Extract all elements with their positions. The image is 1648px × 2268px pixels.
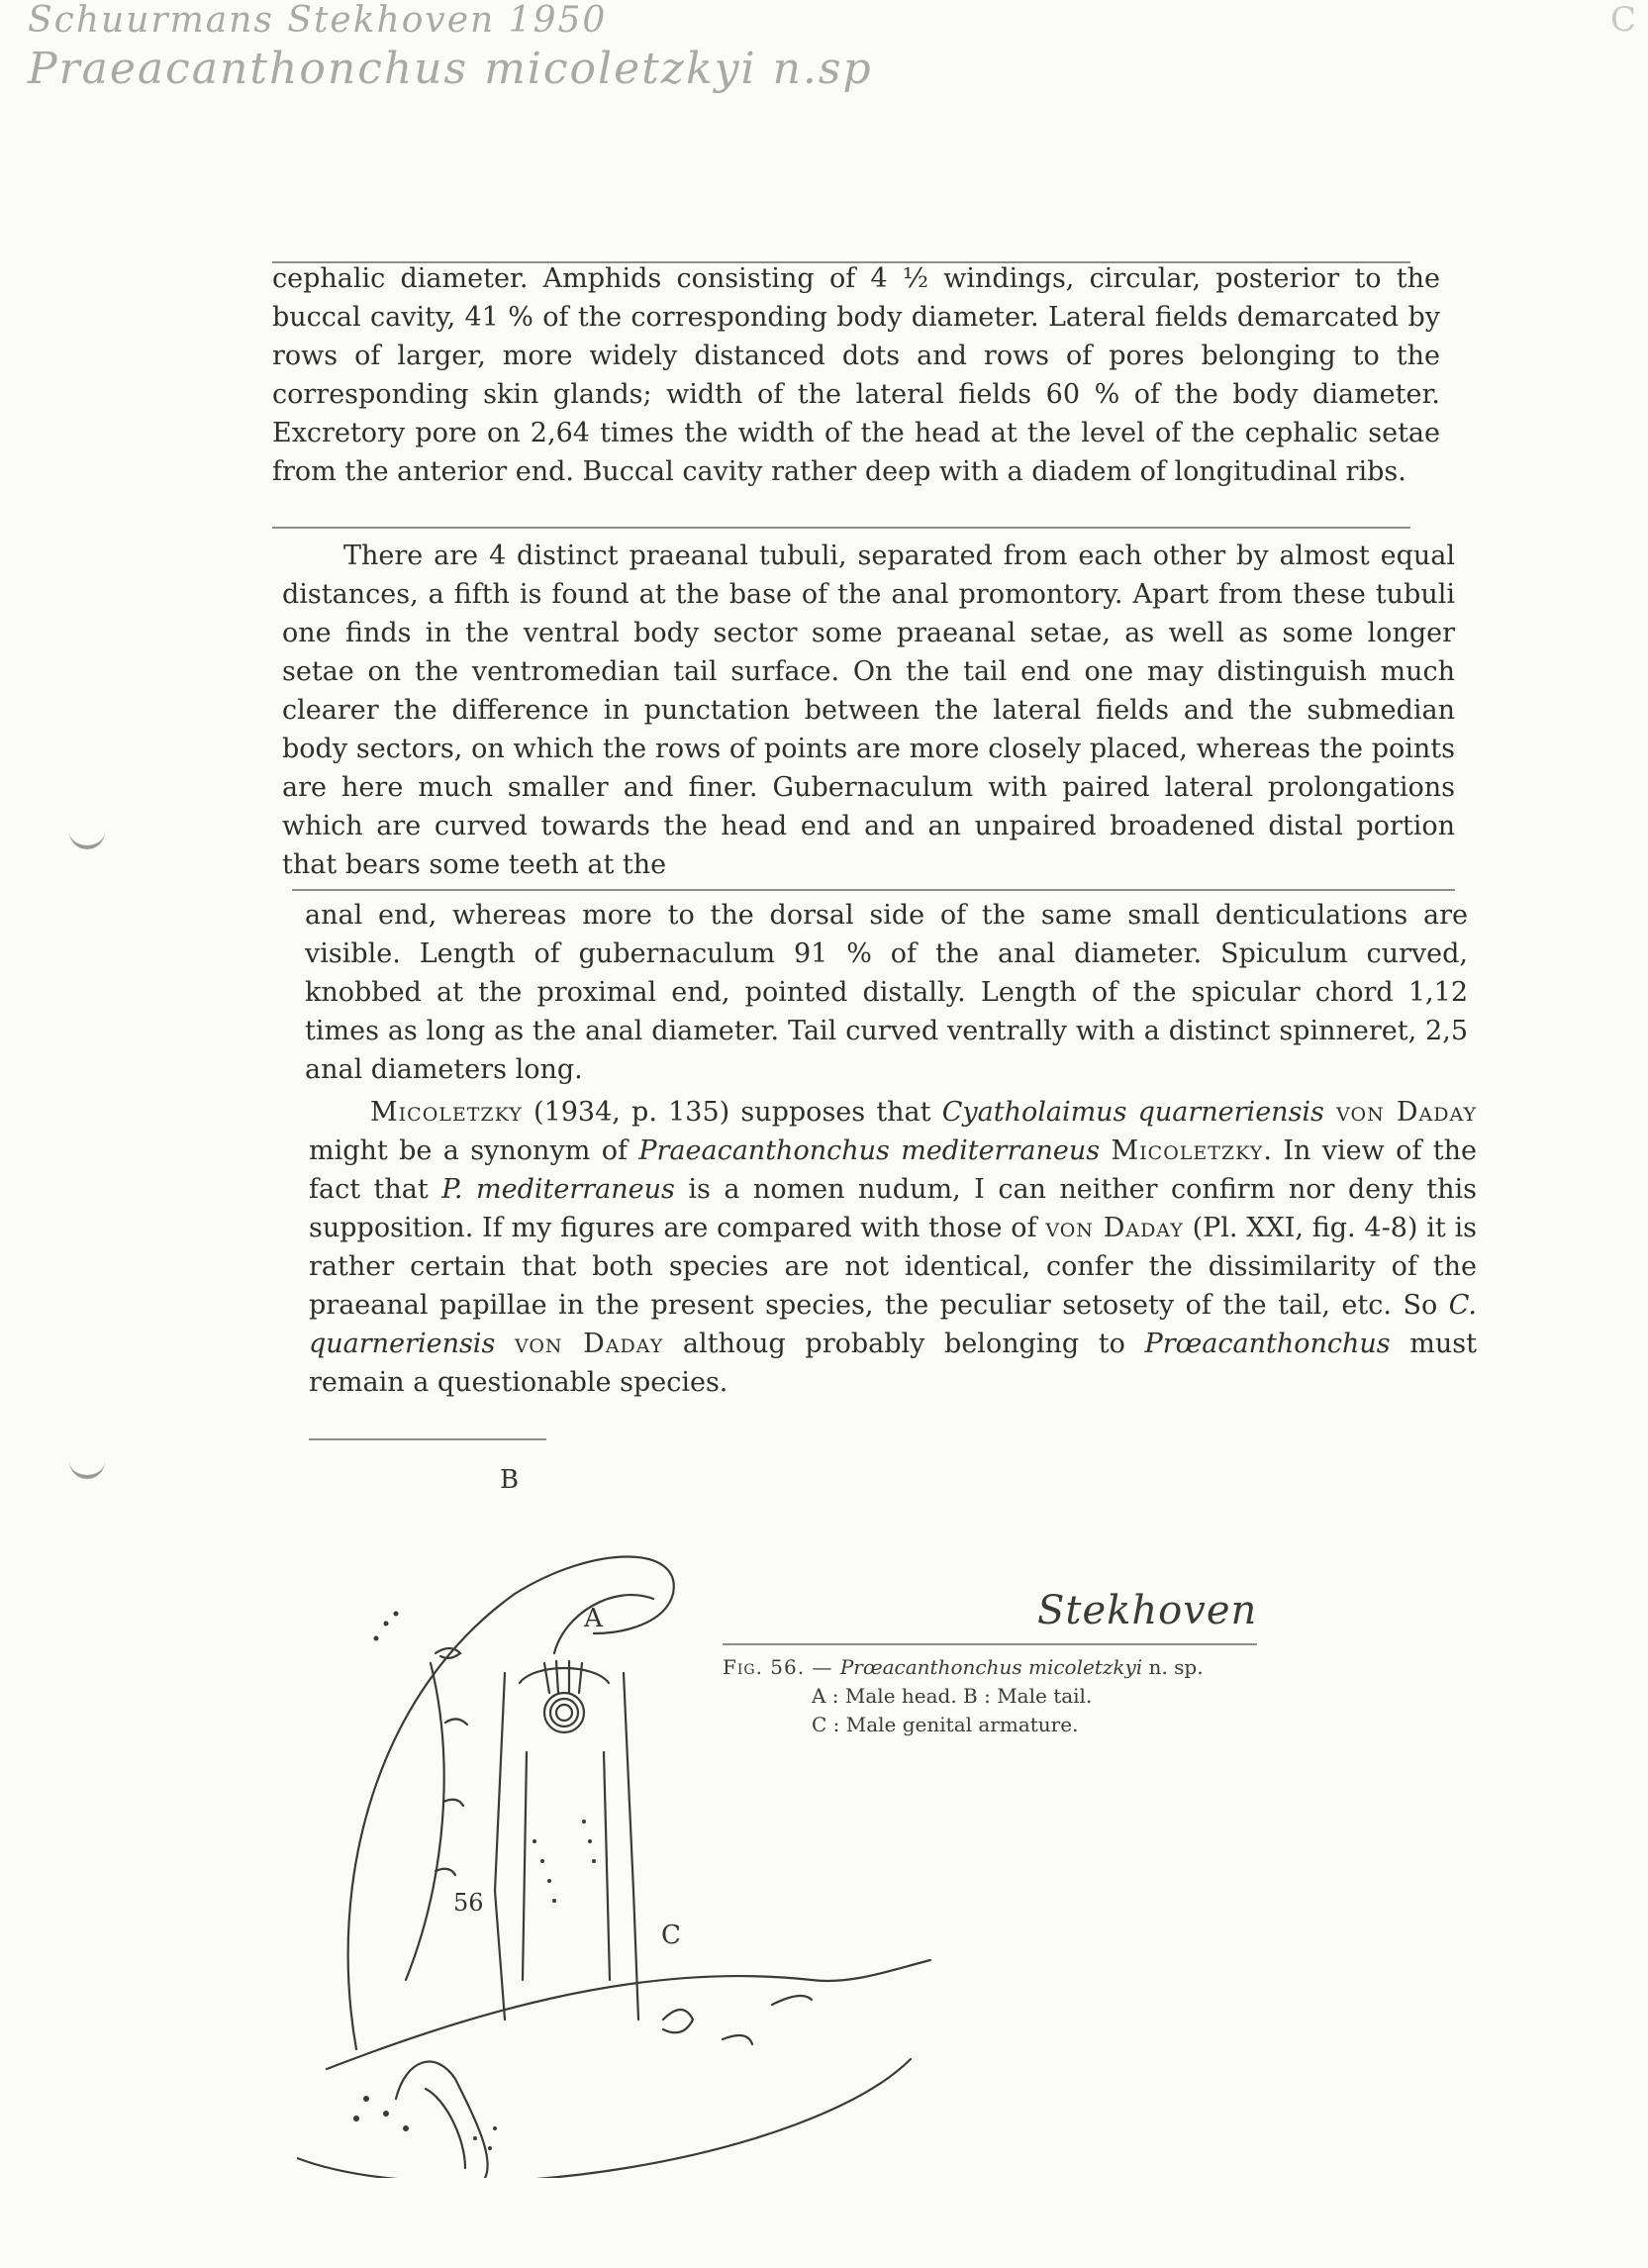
caption-line-3: C : Male genital armature.	[812, 1713, 1079, 1736]
paragraph-3-text: anal end, whereas more to the dorsal side of the same small denticulations are visible. Length of gubernaculum 91 % of the anal diameter. Spiculum curved, knobbed at the proximal end, pointed distally. Length of the spicular chord 1,12 times as long as the anal diameter. Tail curved ventrally with a distinct spinneret, 2,5 anal diameters long.	[305, 900, 1468, 1085]
corner-mark: C	[1609, 0, 1636, 40]
author-daday: von Daday	[1045, 1213, 1184, 1243]
paragraph-2-text: There are 4 distinct praeanal tubuli, separated from each other by almost equal distances, a fifth is found at the base of the anal promontory. Apart from these tubuli one finds in the ventral body sector some praeanal setae, as well as some longer setae on the ventromedian tail surface. On the tail end one may distinguish much clearer the difference in punctation between the lateral fields and the submedian body sectors, on which the rows of points are more closely placed, whereas the points are here much smaller and finer. Gubernaculum with paired lateral prolongations which are curved towards the head end and an unpaired broadened distal portion that bears some teeth at the	[282, 541, 1455, 880]
text-run: is a nomen nudum, I can neither confirm nor deny this supposition. If my figures are compared with those of	[309, 1174, 1477, 1243]
rule-2	[272, 527, 1410, 529]
figure-drawing	[297, 1465, 1049, 2178]
text-run: might be a synonym of	[309, 1135, 639, 1166]
caption-line-2: A : Male head. B : Male tail.	[812, 1684, 1093, 1708]
paragraph-2	[282, 537, 1455, 884]
rule-3	[292, 889, 1455, 891]
figure-label-a: A	[584, 1604, 603, 1633]
text-run	[1100, 1135, 1111, 1166]
author-daday: Daday	[1396, 1097, 1477, 1128]
species-name: Praeacanthonchus mediterraneus	[638, 1135, 1101, 1166]
species-name: P. mediterraneus	[441, 1174, 675, 1205]
handwritten-author-note: Schuurmans Stekhoven 1950	[28, 0, 608, 41]
caption-suffix: n. sp.	[1142, 1655, 1204, 1679]
figure-caption	[723, 1643, 1257, 1739]
signature: Stekhoven	[1037, 1588, 1258, 1633]
rule-4	[309, 1438, 546, 1440]
figure-56	[297, 1465, 1049, 2178]
author-daday: von Daday	[514, 1329, 664, 1359]
handwritten-species-note: Praeacanthonchus micoletzkyi n.sp	[28, 44, 873, 94]
caption-line-1	[723, 1653, 1257, 1682]
text-run	[495, 1329, 515, 1359]
species-name: C. quarneriensis	[309, 1290, 1477, 1359]
paragraph-4	[309, 1093, 1477, 1402]
paragraph-1	[272, 259, 1440, 491]
figure-label-number: 56	[453, 1889, 484, 1917]
text-run: must remain a questionable species.	[309, 1329, 1477, 1398]
paragraph-4-text	[309, 1093, 1477, 1402]
caption-prefix: Fig. 56. —	[723, 1655, 840, 1679]
text-run: von	[1323, 1097, 1397, 1128]
punch-hole-lower	[69, 1457, 105, 1479]
figure-label-b: B	[500, 1465, 520, 1495]
punch-hole-upper	[69, 828, 105, 849]
genus-name: Prœacanthonchus	[1144, 1329, 1391, 1359]
paragraph-1-text: cephalic diameter. Amphids consisting of 4 ½ windings, circular, posterior to the buccal cavity, 41 % of the corresponding body diameter. Lateral fields demarcated by rows of larger, more widely distanced dots and rows of pores belonging to the corresponding skin glands; width of the lateral fields 60 % of the body diameter. Excretory pore on 2,64 times the width of the head at the level of the cephalic setae from the anterior end. Buccal cavity rather deep with a diadem of longitudinal ribs.	[272, 263, 1440, 487]
text-run: (Pl. XXI, fig. 4-8) it is rather certain that both species are not identical, confer the dissimilarity of the praeanal papillae in the present species, the peculiar setosety of the tail, etc. So	[309, 1213, 1477, 1321]
text-run: althoug probably belonging to	[663, 1329, 1145, 1359]
author-micoletzky: Micoletzky	[370, 1097, 523, 1128]
author-micoletzky: Micoletzky	[1111, 1135, 1264, 1166]
caption-species: Prœacanthonchus micoletzkyi	[839, 1655, 1143, 1679]
species-name: Cyatholaimus quarneriensis	[941, 1097, 1324, 1128]
paragraph-3	[305, 896, 1468, 1089]
figure-label-c: C	[661, 1921, 681, 1950]
text-run: (1934, p. 135) supposes that	[522, 1097, 942, 1128]
text-run: . In view of the fact that	[309, 1135, 1478, 1205]
